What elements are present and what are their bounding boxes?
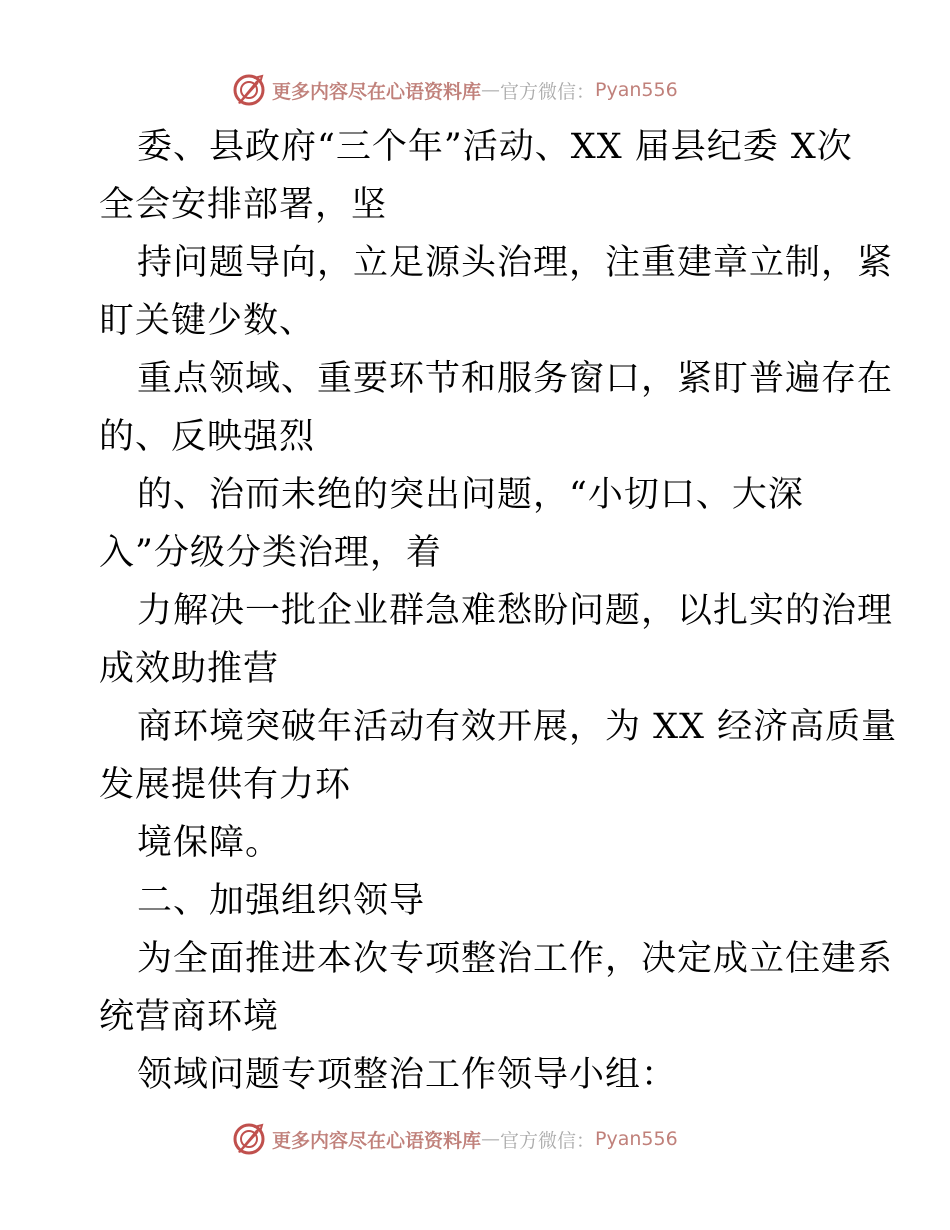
body-line: 成效助推营 xyxy=(99,649,280,689)
watermark-separator: — xyxy=(481,79,501,101)
body-line: 发展提供有力环 xyxy=(99,765,352,805)
section-heading: 二、加强组织领导 xyxy=(137,881,426,921)
body-line: 持问题导向，立足源头治理，注重建章立制，紧 xyxy=(137,243,894,283)
footer-watermark xyxy=(232,1121,752,1157)
watermark-main-text: 更多内容尽在心语资料库 xyxy=(272,1129,482,1152)
body-line: 委、县政府“三个年”活动、XX 届县纪委 X次 xyxy=(137,127,853,167)
body-line: 领域问题专项整治工作领导小组： xyxy=(137,1055,678,1095)
quill-logo-icon xyxy=(232,73,266,107)
body-line: 重点领域、重要环节和服务窗口，紧盯普遍存在 xyxy=(137,359,894,399)
body-line: 的、治而未绝的突出问题，“小切口、大深 xyxy=(137,475,804,515)
body-line: 的、反映强烈 xyxy=(99,417,316,457)
watermark-main-text: 更多内容尽在心语资料库 xyxy=(272,80,482,103)
watermark-side-text: 官方微信： xyxy=(500,1129,596,1152)
watermark-separator: — xyxy=(481,1128,501,1150)
body-line: 力解决一批企业群急难愁盼问题，以扎实的治理 xyxy=(137,591,894,631)
body-line: 商环境突破年活动有效开展，为 XX 经济高质量 xyxy=(137,707,898,747)
watermark-wechat-id: Pyan556 xyxy=(595,79,678,101)
body-line: 入”分级分类治理，着 xyxy=(99,533,442,573)
body-line: 盯关键少数、 xyxy=(99,301,316,341)
body-line: 为全面推进本次专项整治工作，决定成立住建系 xyxy=(137,939,894,979)
body-line: 境保障。 xyxy=(137,823,282,863)
header-watermark xyxy=(232,72,752,108)
body-line: 全会安排部署，坚 xyxy=(99,185,388,225)
quill-logo-icon xyxy=(232,1122,266,1156)
body-line: 统营商环境 xyxy=(99,997,280,1037)
watermark-wechat-id: Pyan556 xyxy=(595,1128,678,1150)
watermark-side-text: 官方微信： xyxy=(500,80,596,103)
